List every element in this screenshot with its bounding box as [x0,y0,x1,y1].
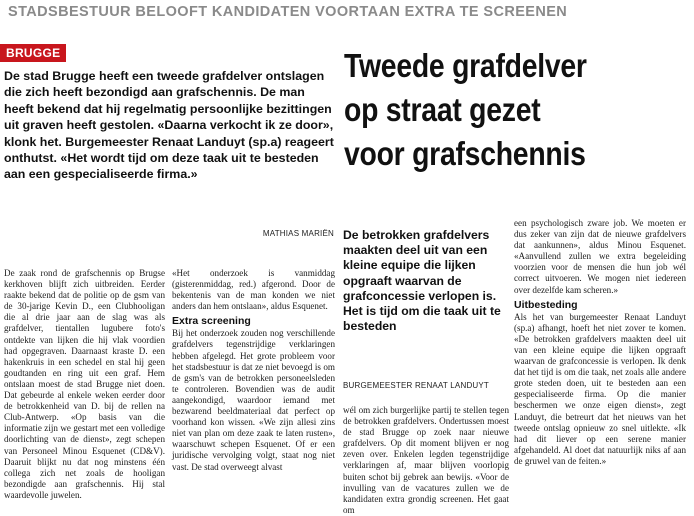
body-column-1 [4,268,165,501]
subheading-extra-screening: Extra screening [172,315,251,328]
headline-line-3: voor grafschennis [344,135,586,172]
column-2-paragraph-1: «Het onderzoek is vanmiddag (gisterenmiddag, red.) afgerond. Door de bekentenis van de man konden we niet anders dan hem ontslaan», aldus Esquenet. [172,268,335,312]
column-4-paragraph-2: Als het van burgemeester Renaat Landuyt (sp.a) afhangt, hoeft het niet zover te komen. «De betrokken grafdelvers maakten deel uit van een kleine equipe die lijken opgraaft waarvan de grafconcessie is verlopen. Ik denk dat het tijd is om die taak, net zoals alle andere grote steden doen, uit te besteden aan een gespecialiseerde firma. Op die manier beschermen we onze eigen dienst», zegt Landuyt, die betreurt dat het nieuws van het tweede ontslag opnieuw zo snel uitlekte. «Ik had dit liever op een serene manier afgehandeld. Al doet dat natuurlijk niks af aan de gruwel van de feiten.» [514,311,686,466]
column-1-text: De zaak rond de grafschennis op Brugse kerkhoven blijft zich uitbreiden. Eerder raakte bekend dat de politie op de gsm van de 30-jarige Kevin D., een Clubhooligan die al drie jaar aan de slag was als grafdelver, tientallen lugubere foto's ontdekte van lijken die hij vlak voordien had opgegraven. Daarnaast kraste D. een hakenkruis in een schedel en stal hij geen goudtanden en ring uit een graf. Hem ontslaan moest de stad Brugge niet doen. Dat gebeurde al enkele weken eerder door de betrokkenheid van D. bij de rellen na Club-Antwerp. «Op basis van die informatie zijn we gestart met een volledige doorlichting van de dienst», zegt schepen van Personeel Minou Esquenet (CD&V). Daaruit blijkt nu dat nog minstens één collega zich net zoals de hooligan bezondigde aan grafschennis. Hij stal waardevolle juwelen. [4,268,165,500]
main-headline [344,44,641,176]
byline: MATHIAS MARIËN [262,229,334,238]
headline-line-1: Tweede grafdelver [344,47,587,84]
column-3-text: wél om zich burgerlijke partij te stellen tegen de betrokken grafdelvers. Ondertussen moest de stad Brugge op zoek naar nieuwe grafdelvers. Op dit moment blijven er nog zeven over. Enkelen legden tegenstrijdige verklaringen af, maar blijven voorlopig buiten schot bij gebrek aan bewijs. «Voor de invulling van de vacatures zullen we de kandidaten extra grondig screenen. Het gaat om [343,405,509,515]
subheading-uitbesteding: Uitbesteding [514,298,578,311]
pull-quote-attribution: BURGEMEESTER RENAAT LANDUYT [343,381,490,390]
column-2-paragraph-2: Bij het onderzoek zouden nog verschillende grafdelvers tegenstrijdige verklaringen hebben afgelegd. Het grote probleem voor het stadsbestuur is dat ze niet bevoegd is om de gsm's van de betrokken personeelsleden te controleren. Bovendien was de audit aangekondigd, waardoor iemand met bezwarend beeldmateriaal dat perfect op voorhand kon wissen. «We zijn allesi zins niet van plan om deze zaak te laten rusten», waarschuwt schepen Esquenet. Of er een juridische vervolging volgt, staat nog niet vast. De stad overweegt alvast [172,328,335,472]
kicker-headline: STADSBESTUUR BELOOFT KANDIDATEN VOORTAAN EXTRA TE SCREENEN [8,4,568,20]
headline-line-2: op straat gezet [344,91,541,128]
body-column-2 [172,268,335,473]
body-column-4 [514,218,686,467]
column-4-paragraph-1: een psychologisch zware job. We moeten er dus zeker van zijn dat de nieuwe grafdelvers dat aankunnen», aldus Minou Esquenet. «Aanvullend zullen we extra begeleiding voorzien voor de mensen die hun job wél correct uitvoeren. We mogen niet iedereen over dezelfde kam scheren.» [514,218,686,295]
lead-paragraph [4,68,334,183]
lead-text: De stad Brugge heeft een tweede grafdelver ontslagen die zich heeft bezondigd aan grafschennis. De man heeft bekend dat hij regelmatig persoonlijke bezittingen uit graven heeft gestolen. «Daarna verkocht ik ze door», klonk het. Burgemeester Renaat Landuyt (sp.a) reageert onthutst. «Het wordt tijd om deze taak uit te besteden aan een gespecialiseerde firma.» [4,69,334,182]
section-label: BRUGGE [0,44,66,62]
pull-quote: De betrokken grafdelvers maakten deel uit van een kleine equipe die lijken opgraaft waarvan de grafconcessie verlopen is. Het is tijd om die taak uit te besteden [343,228,501,334]
body-column-3 [343,405,509,516]
